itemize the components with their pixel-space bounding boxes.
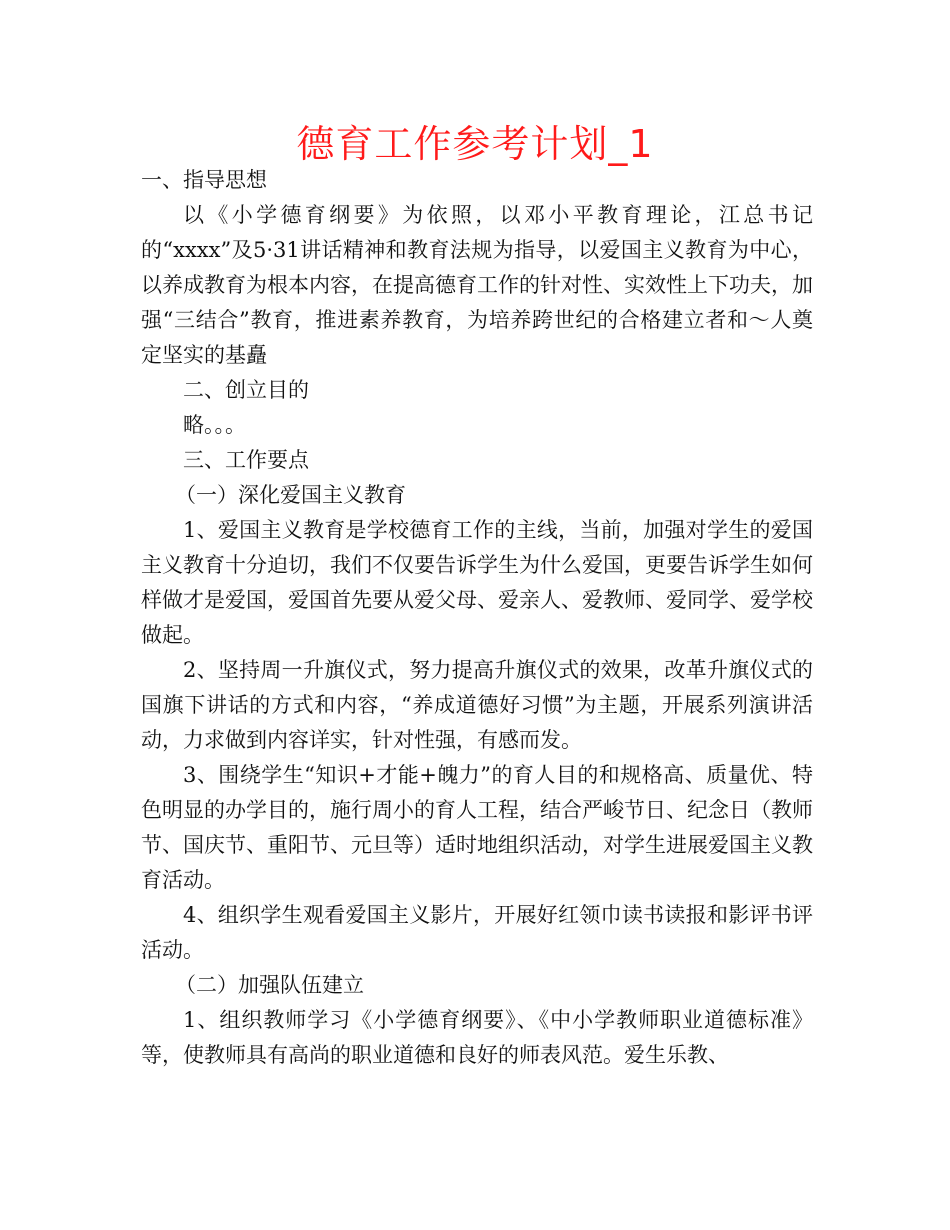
list-item-patriotism-3: 3、围绕学生“知识+才能+魄力”的育人目的和规格高、质量优、特色明显的办学目的，施行周小的育人工程，结合严峻节日、纪念日（教师节、国庆节、重阳节、元旦等）适时地组织活动，对学生进展爱国主义教育活动。	[141, 763, 813, 892]
list-item-patriotism-2: 2、坚持周一升旗仪式，努力提高升旗仪式的效果，改革升旗仪式的国旗下讲话的方式和内容，“养成道德好习惯”为主题，开展系列演讲活动，力求做到内容详实，针对性强，有感而发。	[141, 658, 813, 752]
section-heading-work-points: 三、工作要点	[183, 448, 309, 472]
subsection-heading-patriotism: （一）深化爱国主义教育	[175, 483, 406, 507]
list-item-team-building-1: 1、组织教师学习《小学德育纲要》、《中小学教师职业道德标准》等，使教师具有高尚的职业道德和良好的师表风范。爱生乐教、	[141, 1008, 813, 1067]
list-item-patriotism-4: 4、组织学生观看爱国主义影片，开展好红领巾读书读报和影评书评活动。	[141, 903, 813, 962]
list-item-patriotism-1: 1、爱国主义教育是学校德育工作的主线，当前，加强对学生的爱国主义教育十分迫切，我们不仅要告诉学生为什么爱国，更要告诉学生如何样做才是爱国，爱国首先要从爱父母、爱亲人、爱教师、爱同学、爱学校做起。	[141, 518, 813, 647]
paragraph-guiding-thought: 以《小学德育纲要》为依照，以邓小平教育理论，江总书记的“xxxx”及5·31讲话精神和教育法规为指导，以爱国主义教育为中心，以养成教育为根本内容，在提高德育工作的针对性、实效性上下功夫，加强“三结合”教育，推进素养教育，为培养跨世纪的合格建立者和～人奠定坚实的基矗	[141, 203, 813, 367]
document-body	[141, 163, 813, 1073]
section-heading-guiding-thought: 一、指导思想	[141, 168, 267, 192]
paragraph-goal: 略。。。	[183, 413, 246, 437]
subsection-heading-team-building: （二）加强队伍建立	[175, 973, 364, 997]
document-title: 德育工作参考计划_1	[296, 122, 654, 166]
section-heading-goal: 二、创立目的	[183, 378, 309, 402]
